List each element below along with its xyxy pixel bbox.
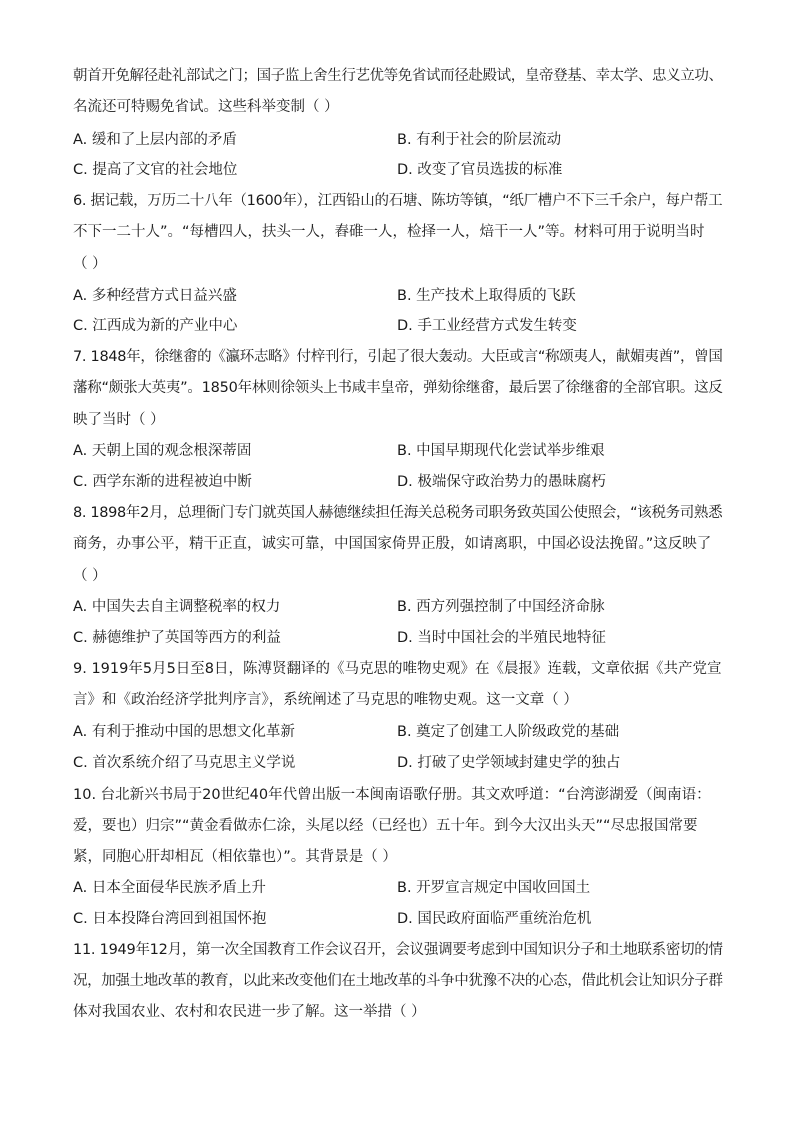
question-5-text: 名流还可特赐免省试。这些科举变制（ ）: [73, 99, 339, 115]
question-5-option-a: A. 缓和了上层内部的矛盾: [73, 132, 237, 148]
question-9-option-a: A. 有利于推动中国的思想文化革新: [73, 724, 295, 740]
question-10-option-d: D. 国民政府面临严重统治危机: [397, 911, 592, 927]
question-7-option-a: A. 天朝上国的观念根深蒂固: [73, 443, 252, 459]
question-10-text: 爱，要也）归宗”“黄金看做赤仁涂，头尾以经（已经也）五十年。到今大汉出头天”“尽忠报国常要: [73, 818, 698, 834]
question-6-option-d: D. 手工业经营方式发生转变: [397, 318, 577, 334]
question-7-text: 藩称“颇张大英夷”。1850年林则徐领头上书咸丰皇帝，弹劾徐继畬，最后罢了徐继畬的全部官职。这反: [73, 380, 723, 396]
question-8-text: 商务，办事公平，精干正直，诚实可靠，中国国家倚畀正殷，如请离职，中国必设法挽留。”这反映了: [73, 536, 712, 552]
question-8-option-d: D. 当时中国社会的半殖民地特征: [397, 630, 606, 646]
question-6-option-c: C. 江西成为新的产业中心: [73, 318, 238, 334]
question-5-option-b: B. 有利于社会的阶层流动: [397, 132, 562, 148]
question-7-text: 7. 1848年，徐继畬的《瀛环志略》付梓刊行，引起了很大轰动。大臣或言“称颂夷人，献媚夷酋”，曾国: [73, 349, 723, 365]
question-9-text: 言》和《政治经济学批判序言》，系统阐述了马克思的唯物史观。这一文章（ ）: [73, 692, 578, 708]
question-10-option-c: C. 日本投降台湾回到祖国怀抱: [73, 911, 267, 927]
question-11-text: 体对我国农业、农村和农民进一步了解。这一举措（ ）: [73, 1004, 426, 1020]
question-10-text: 10. 台北新兴书局于20世纪40年代曾出版一本闽南语歌仔册。其文欢呼道：“台湾澎湖爱（闽南语：: [73, 787, 711, 803]
question-8-text: 8. 1898年2月，总理衙门专门就英国人赫德继续担任海关总税务司职务致英国公使照会，“该税务司熟悉: [73, 505, 723, 521]
question-6-text: 不下一二十人”。“每槽四人，扶头一人，舂碓一人，检择一人，焙干一人”等。材料可用于说明当时: [73, 224, 705, 240]
question-9-text: 9. 1919年5月5日至8日，陈溥贤翻译的《马克思的唯物史观》在《晨报》连载，文章依据《共产党宣: [73, 661, 722, 677]
question-10-option-b: B. 开罗宣言规定中国收回国土: [397, 880, 591, 896]
question-10-text: 紧，同胞心肝却相瓦（相依靠也）”。其背景是（ ）: [73, 849, 397, 865]
question-7-text: 映了当时（ ）: [73, 412, 165, 428]
question-8-option-a: A. 中国失去自主调整税率的权力: [73, 599, 281, 615]
question-11-text: 11. 1949年12月，第一次全国教育工作会议召开，会议强调要考虑到中国知识分子和土地联系密切的情: [73, 942, 723, 958]
question-6-text: （ ）: [73, 256, 107, 272]
question-7-option-b: B. 中国早期现代化尝试举步维艰: [397, 443, 605, 459]
question-5-text: 朝首开免解径赴礼部试之门；国子监上舍生行艺优等免省试而径赴殿试，皇帝登基、幸太学、忠义立功、: [73, 68, 723, 84]
question-6-option-b: B. 生产技术上取得质的飞跃: [397, 288, 576, 304]
question-8-option-b: B. 西方列强控制了中国经济命脉: [397, 599, 605, 615]
question-11-text: 况，加强土地改革的教育，以此来改变他们在土地改革的斗争中犹豫不决的心态，借此机会让知识分子群: [73, 973, 723, 989]
question-9-option-d: D. 打破了史学领域封建史学的独占: [397, 755, 621, 771]
question-5-option-c: C. 提高了文官的社会地位: [73, 162, 238, 178]
question-6-option-a: A. 多种经营方式日益兴盛: [73, 288, 237, 304]
question-8-text: （ ）: [73, 568, 107, 584]
question-7-option-d: D. 极端保守政治势力的愚昧腐朽: [397, 474, 606, 490]
question-6-text: 6. 据记载，万历二十八年（1600年），江西铅山的石塘、陈坊等镇，“纸厂槽户不下三千余户，每户帮工: [73, 193, 723, 209]
question-8-option-c: C. 赫德维护了英国等西方的利益: [73, 630, 281, 646]
question-5-option-d: D. 改变了官员选拔的标准: [397, 162, 563, 178]
question-9-option-c: C. 首次系统介绍了马克思主义学说: [73, 755, 296, 771]
question-10-option-a: A. 日本全面侵华民族矛盾上升: [73, 880, 266, 896]
question-9-option-b: B. 奠定了创建工人阶级政党的基础: [397, 724, 620, 740]
question-7-option-c: C. 西学东渐的进程被迫中断: [73, 474, 252, 490]
